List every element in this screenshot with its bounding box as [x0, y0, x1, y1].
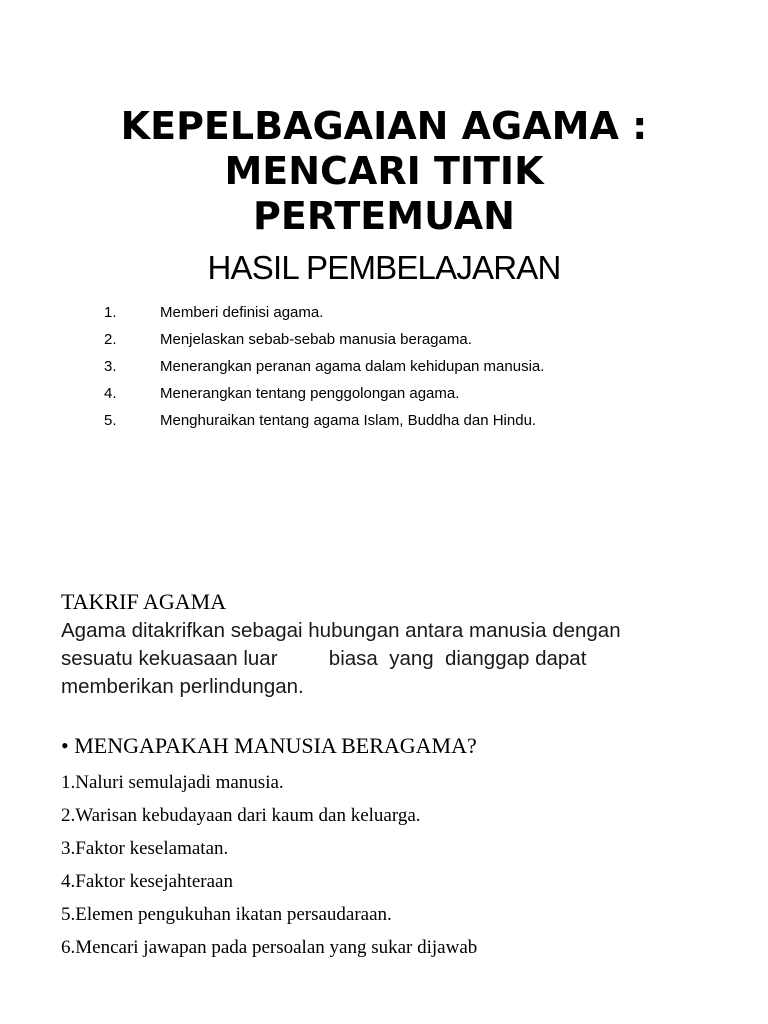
outcome-number: 1.	[104, 304, 117, 321]
outcome-item	[0, 381, 768, 408]
outcome-text: Menjelaskan sebab-sebab manusia beragama.	[160, 331, 472, 348]
reason-item: 3.Faktor keselamatan.	[61, 838, 229, 859]
outcome-item	[0, 300, 768, 327]
outcome-item	[0, 327, 768, 354]
definition-line-3: memberikan perlindungan.	[61, 675, 304, 698]
title-line-1: KEPELBAGAIAN AGAMA :	[120, 104, 648, 148]
outcome-item	[0, 354, 768, 381]
reason-item: 5.Elemen pengukuhan ikatan persaudaraan.	[61, 904, 392, 925]
page-title	[0, 104, 768, 239]
title-line-3: PERTEMUAN	[253, 194, 515, 238]
outcome-text: Memberi definisi agama.	[160, 304, 324, 321]
outcome-text: Menerangkan peranan agama dalam kehidupan manusia.	[160, 358, 545, 375]
outcome-text: Menerangkan tentang penggolongan agama.	[160, 385, 460, 402]
reason-item: 4.Faktor kesejahteraan	[61, 871, 233, 892]
reason-item: 6.Mencari jawapan pada persoalan yang sukar dijawab	[61, 937, 478, 958]
outcome-number: 4.	[104, 385, 117, 402]
outcome-text: Menghuraikan tentang agama Islam, Buddha dan Hindu.	[160, 412, 537, 429]
outcome-number: 3.	[104, 358, 117, 375]
definition-paragraph	[61, 617, 761, 701]
reasons-list	[61, 766, 477, 964]
definition-line-2: sesuatu kekuasaan luar biasa yang dianggap dapat	[61, 647, 587, 670]
outcome-number: 2.	[104, 331, 117, 348]
learning-outcomes-list	[0, 300, 768, 435]
definition-heading: TAKRIF AGAMA	[61, 589, 227, 614]
learning-outcomes-heading: HASIL PEMBELAJARAN	[207, 249, 561, 286]
outcome-item	[0, 408, 768, 435]
reason-item: 2.Warisan kebudayaan dari kaum dan keluarga.	[61, 805, 421, 826]
why-religion-heading: • MENGAPAKAH MANUSIA BERAGAMA?	[61, 733, 477, 758]
title-line-2: MENCARI TITIK	[224, 149, 544, 193]
outcome-number: 5.	[104, 412, 117, 429]
definition-line-1: Agama ditakrifkan sebagai hubungan antara manusia dengan	[61, 619, 621, 642]
reason-item: 1.Naluri semulajadi manusia.	[61, 772, 284, 793]
